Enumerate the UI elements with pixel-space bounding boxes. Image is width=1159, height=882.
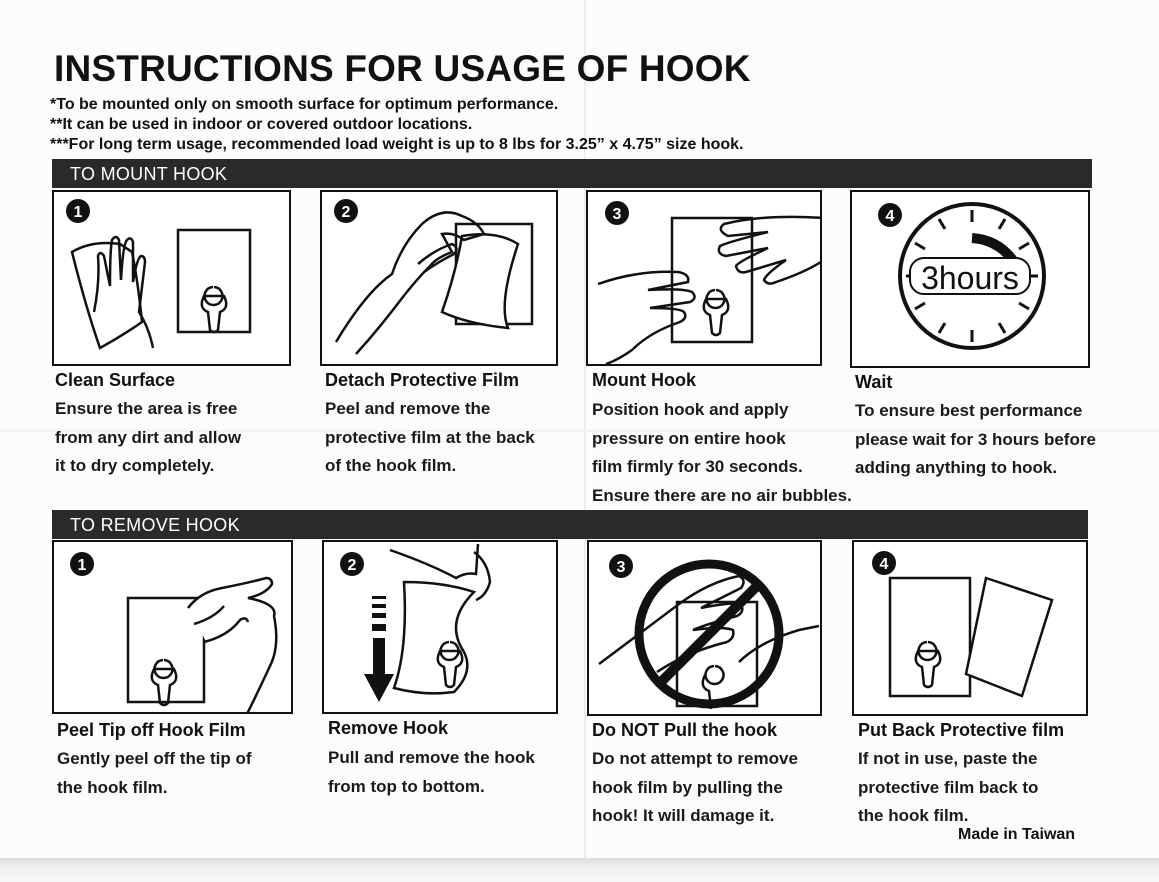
remove-step-3-desc: Do not attempt to remove hook film by pulling the hook! It will damage it. bbox=[592, 749, 798, 825]
mount-step-1-desc: Ensure the area is free from any dirt and allow it to dry completely. bbox=[55, 399, 242, 475]
mount-section-label: TO MOUNT HOOK bbox=[70, 164, 228, 184]
mount-step-2-desc: Peel and remove the protective film at the back of the hook film. bbox=[325, 399, 535, 475]
remove-step-1-desc: Gently peel off the tip of the hook film. bbox=[57, 749, 252, 797]
remove-step-3-title: Do NOT Pull the hook bbox=[592, 720, 777, 740]
note-2: **It can be used in indoor or covered outdoor locations. bbox=[50, 116, 473, 133]
prohibited-icon bbox=[589, 542, 822, 716]
page-title: INSTRUCTIONS FOR USAGE OF HOOK bbox=[54, 48, 751, 89]
remove-step-3-illustration bbox=[587, 540, 822, 716]
mount-step-2-illustration bbox=[320, 190, 558, 366]
remove-step-1-illustration bbox=[52, 540, 293, 714]
note-1: *To be mounted only on smooth surface for optimum performance. bbox=[50, 96, 559, 113]
remove-step-2-desc: Pull and remove the hook from top to bottom. bbox=[328, 748, 535, 796]
svg-text:2: 2 bbox=[341, 204, 351, 221]
pull-down-arrow-icon bbox=[324, 542, 558, 714]
made-in-label: Made in Taiwan bbox=[958, 826, 1076, 843]
remove-step-1-title: Peel Tip off Hook Film bbox=[57, 720, 246, 740]
peel-tip-icon bbox=[54, 542, 293, 714]
mount-step-1-title: Clean Surface bbox=[55, 370, 176, 390]
svg-text:4: 4 bbox=[879, 556, 889, 573]
paper-bottom-edge bbox=[0, 858, 1159, 882]
svg-text:2: 2 bbox=[347, 557, 357, 574]
mount-step-3-title: Mount Hook bbox=[592, 370, 696, 390]
clock-icon bbox=[852, 192, 1090, 368]
mount-step-4-illustration bbox=[850, 190, 1090, 368]
svg-text:3: 3 bbox=[612, 206, 622, 223]
protective-film-icon bbox=[854, 542, 1088, 716]
remove-step-2-title: Remove Hook bbox=[328, 718, 449, 738]
svg-text:3: 3 bbox=[616, 559, 626, 576]
mount-section-header bbox=[52, 159, 1092, 188]
svg-text:3hours: 3hours bbox=[921, 260, 1019, 296]
mount-hook-icon bbox=[588, 192, 822, 366]
svg-text:1: 1 bbox=[77, 557, 87, 574]
remove-step-4-title: Put Back Protective film bbox=[858, 720, 1065, 740]
mount-step-4-desc: To ensure best performance please wait for 3 hours before adding anything to hook. bbox=[855, 401, 1096, 477]
remove-step-4-illustration bbox=[852, 540, 1088, 716]
svg-text:4: 4 bbox=[885, 208, 895, 225]
remove-step-2-illustration bbox=[322, 540, 558, 714]
detach-film-icon bbox=[322, 192, 558, 366]
note-3: ***For long term usage, recommended load weight is up to 8 lbs for 3.25” x 4.75” size hook. bbox=[50, 136, 744, 153]
remove-step-4-desc: If not in use, paste the protective film back to the hook film. bbox=[858, 749, 1039, 825]
svg-text:1: 1 bbox=[73, 204, 83, 221]
remove-section-label: TO REMOVE HOOK bbox=[70, 515, 240, 535]
mount-step-3-desc: Position hook and apply pressure on entire hook film firmly for 30 seconds. Ensure there are no air bubbles. bbox=[592, 400, 852, 505]
mount-step-4-title: Wait bbox=[855, 372, 893, 392]
fold-line-vertical bbox=[584, 0, 586, 870]
mount-step-3-illustration bbox=[586, 190, 822, 366]
remove-section-header bbox=[52, 510, 1088, 539]
mount-step-1-illustration bbox=[52, 190, 291, 366]
clean-surface-icon bbox=[54, 192, 291, 366]
mount-step-2-title: Detach Protective Film bbox=[325, 370, 520, 390]
